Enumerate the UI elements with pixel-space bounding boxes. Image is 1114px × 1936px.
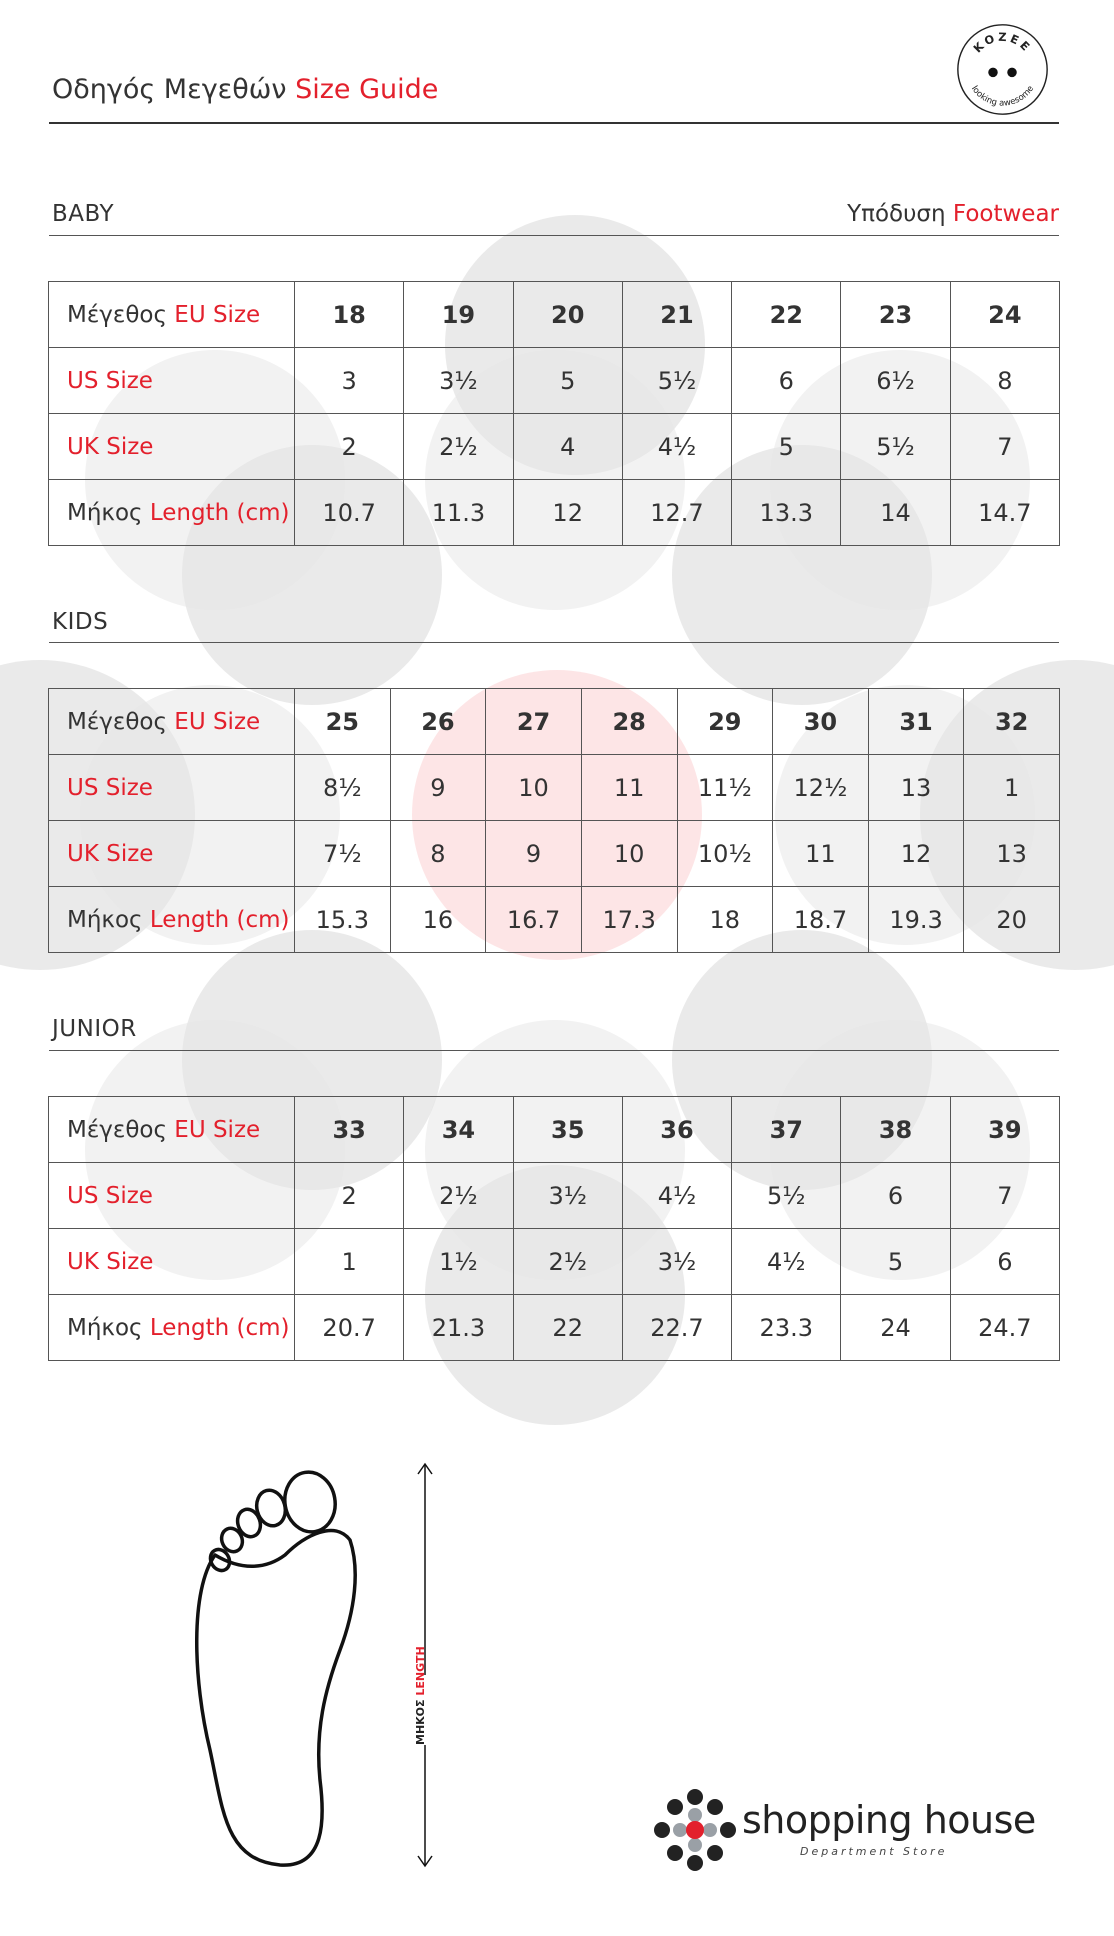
footwear-english: Footwear — [952, 201, 1059, 227]
uk-size-row — [49, 1229, 1060, 1295]
eu-size-row — [49, 1097, 1060, 1163]
size-cell: 16.7 — [486, 887, 582, 953]
row-label-text: Μέγεθος — [67, 708, 167, 735]
size-cell: 19.3 — [868, 887, 964, 953]
row-label-text: EU Size — [174, 708, 261, 735]
length-row — [49, 887, 1060, 953]
size-cell: 9 — [486, 821, 582, 887]
size-cell: 23 — [841, 282, 950, 348]
section-divider-junior — [49, 1050, 1059, 1051]
size-cell: 3½ — [404, 348, 513, 414]
row-label-text: US Size — [67, 367, 153, 394]
row-label — [49, 480, 295, 546]
size-cell: 20.7 — [295, 1295, 404, 1361]
size-cell: 22 — [732, 282, 841, 348]
row-label-text: UK Size — [67, 433, 154, 460]
size-cell: 10 — [581, 821, 677, 887]
size-cell: 4 — [513, 414, 622, 480]
length-label-english: LENGTH — [414, 1646, 427, 1696]
size-cell: 11½ — [677, 755, 773, 821]
size-cell: 29 — [677, 689, 773, 755]
row-label-text: EU Size — [174, 301, 261, 328]
section-divider-kids — [49, 642, 1059, 643]
size-cell: 30 — [773, 689, 869, 755]
row-label — [49, 887, 295, 953]
size-cell: 24 — [841, 1295, 950, 1361]
row-label — [49, 282, 295, 348]
length-row — [49, 1295, 1060, 1361]
size-cell: 2 — [295, 414, 404, 480]
size-cell: 31 — [868, 689, 964, 755]
kozee-logo — [955, 22, 1050, 117]
size-cell: 10½ — [677, 821, 773, 887]
size-cell: 24.7 — [950, 1295, 1059, 1361]
page-title — [52, 74, 438, 105]
row-label — [49, 689, 295, 755]
size-cell: 2½ — [404, 414, 513, 480]
title-greek: Οδηγός Μεγεθών — [52, 74, 287, 105]
size-cell: 27 — [486, 689, 582, 755]
size-cell: 4½ — [622, 414, 731, 480]
size-cell: 7 — [950, 1163, 1059, 1229]
size-cell: 21.3 — [404, 1295, 513, 1361]
row-label-text: Μήκος — [67, 499, 143, 526]
row-label-text: US Size — [67, 774, 153, 801]
size-cell: 5 — [732, 414, 841, 480]
size-cell: 11 — [581, 755, 677, 821]
section-label-baby: BABY — [52, 201, 115, 227]
title-english: Size Guide — [295, 74, 439, 105]
size-cell: 14 — [841, 480, 950, 546]
size-cell: 18.7 — [773, 887, 869, 953]
size-cell: 18 — [295, 282, 404, 348]
size-cell: 25 — [295, 689, 391, 755]
row-label-text: Length (cm) — [149, 906, 290, 933]
size-cell: 11 — [773, 821, 869, 887]
row-label-text: UK Size — [67, 840, 154, 867]
size-table-kids — [48, 688, 1060, 953]
svg-text:looking awesome — [969, 84, 1036, 109]
row-label — [49, 821, 295, 887]
size-cell: 10 — [486, 755, 582, 821]
row-label-text: EU Size — [174, 1116, 261, 1143]
size-cell: 19 — [404, 282, 513, 348]
size-cell: 39 — [950, 1097, 1059, 1163]
row-label — [49, 348, 295, 414]
size-cell: 5½ — [732, 1163, 841, 1229]
kozee-logo-text: KOZEE — [970, 29, 1035, 56]
row-label-text: Μήκος — [67, 906, 143, 933]
store-logo-subtitle: Department Store — [800, 1845, 948, 1858]
size-cell: 8 — [390, 821, 486, 887]
size-cell: 26 — [390, 689, 486, 755]
dot-flower-icon — [650, 1785, 740, 1875]
eu-size-row — [49, 689, 1060, 755]
length-label-greek: ΜΗΚΟΣ — [414, 1699, 427, 1745]
us-size-row — [49, 1163, 1060, 1229]
size-cell: 13 — [868, 755, 964, 821]
size-cell: 10.7 — [295, 480, 404, 546]
row-label — [49, 1295, 295, 1361]
size-cell: 13.3 — [732, 480, 841, 546]
svg-text:KOZEE — [971, 30, 1035, 56]
length-row — [49, 480, 1060, 546]
size-cell: 3 — [295, 348, 404, 414]
section-divider-baby — [49, 235, 1059, 236]
size-cell: 9 — [390, 755, 486, 821]
size-cell: 34 — [404, 1097, 513, 1163]
eu-size-row — [49, 282, 1060, 348]
size-cell: 32 — [964, 689, 1060, 755]
size-cell: 38 — [841, 1097, 950, 1163]
foot-outline-icon — [185, 1460, 365, 1870]
row-label-text: UK Size — [67, 1248, 154, 1275]
row-label — [49, 414, 295, 480]
row-label-text: Length (cm) — [149, 499, 290, 526]
size-cell: 5 — [841, 1229, 950, 1295]
kozee-logo-tagline: looking awesome — [968, 83, 1037, 109]
size-table-junior — [48, 1096, 1060, 1361]
size-cell: 8½ — [295, 755, 391, 821]
section-label-junior: JUNIOR — [52, 1016, 137, 1042]
row-label-text: US Size — [67, 1182, 153, 1209]
size-cell: 6½ — [841, 348, 950, 414]
smiley-eyes-icon — [988, 68, 998, 78]
size-cell: 15.3 — [295, 887, 391, 953]
row-label — [49, 755, 295, 821]
size-cell: 4½ — [622, 1163, 731, 1229]
size-cell: 14.7 — [950, 480, 1059, 546]
size-cell: 5½ — [622, 348, 731, 414]
size-cell: 12½ — [773, 755, 869, 821]
row-label-text: Μήκος — [67, 1314, 143, 1341]
size-cell: 2½ — [513, 1229, 622, 1295]
row-label-text: Μέγεθος — [67, 301, 167, 328]
size-cell: 7 — [950, 414, 1059, 480]
size-cell: 1 — [295, 1229, 404, 1295]
size-cell: 4½ — [732, 1229, 841, 1295]
store-logo-text: shopping house — [742, 1798, 1036, 1842]
size-cell: 1½ — [404, 1229, 513, 1295]
size-cell: 18 — [677, 887, 773, 953]
size-cell: 37 — [732, 1097, 841, 1163]
section-label-kids: KIDS — [52, 609, 109, 635]
size-cell: 12 — [513, 480, 622, 546]
size-cell: 21 — [622, 282, 731, 348]
row-label — [49, 1229, 295, 1295]
size-cell: 20 — [513, 282, 622, 348]
size-cell: 1 — [964, 755, 1060, 821]
size-cell: 6 — [732, 348, 841, 414]
size-cell: 8 — [950, 348, 1059, 414]
size-cell: 28 — [581, 689, 677, 755]
row-label — [49, 1097, 295, 1163]
size-cell: 33 — [295, 1097, 404, 1163]
size-cell: 24 — [950, 282, 1059, 348]
size-cell: 35 — [513, 1097, 622, 1163]
size-cell: 3½ — [622, 1229, 731, 1295]
uk-size-row — [49, 414, 1060, 480]
size-cell: 23.3 — [732, 1295, 841, 1361]
size-cell: 22.7 — [622, 1295, 731, 1361]
size-cell: 36 — [622, 1097, 731, 1163]
length-label — [414, 1646, 434, 1745]
size-cell: 12 — [868, 821, 964, 887]
size-table-baby — [48, 281, 1060, 546]
size-cell: 22 — [513, 1295, 622, 1361]
row-label-text: Length (cm) — [149, 1314, 290, 1341]
size-cell: 16 — [390, 887, 486, 953]
footwear-greek: Υπόδυση — [847, 201, 946, 227]
uk-size-row — [49, 821, 1060, 887]
size-cell: 6 — [950, 1229, 1059, 1295]
size-cell: 11.3 — [404, 480, 513, 546]
size-cell: 20 — [964, 887, 1060, 953]
size-cell: 12.7 — [622, 480, 731, 546]
row-label — [49, 1163, 295, 1229]
us-size-row — [49, 755, 1060, 821]
size-cell: 5½ — [841, 414, 950, 480]
us-size-row — [49, 348, 1060, 414]
footwear-label — [847, 201, 1059, 227]
header-divider — [49, 122, 1059, 124]
size-cell: 2½ — [404, 1163, 513, 1229]
size-cell: 13 — [964, 821, 1060, 887]
size-cell: 3½ — [513, 1163, 622, 1229]
size-cell: 6 — [841, 1163, 950, 1229]
size-cell: 7½ — [295, 821, 391, 887]
size-cell: 5 — [513, 348, 622, 414]
size-cell: 2 — [295, 1163, 404, 1229]
size-cell: 17.3 — [581, 887, 677, 953]
row-label-text: Μέγεθος — [67, 1116, 167, 1143]
